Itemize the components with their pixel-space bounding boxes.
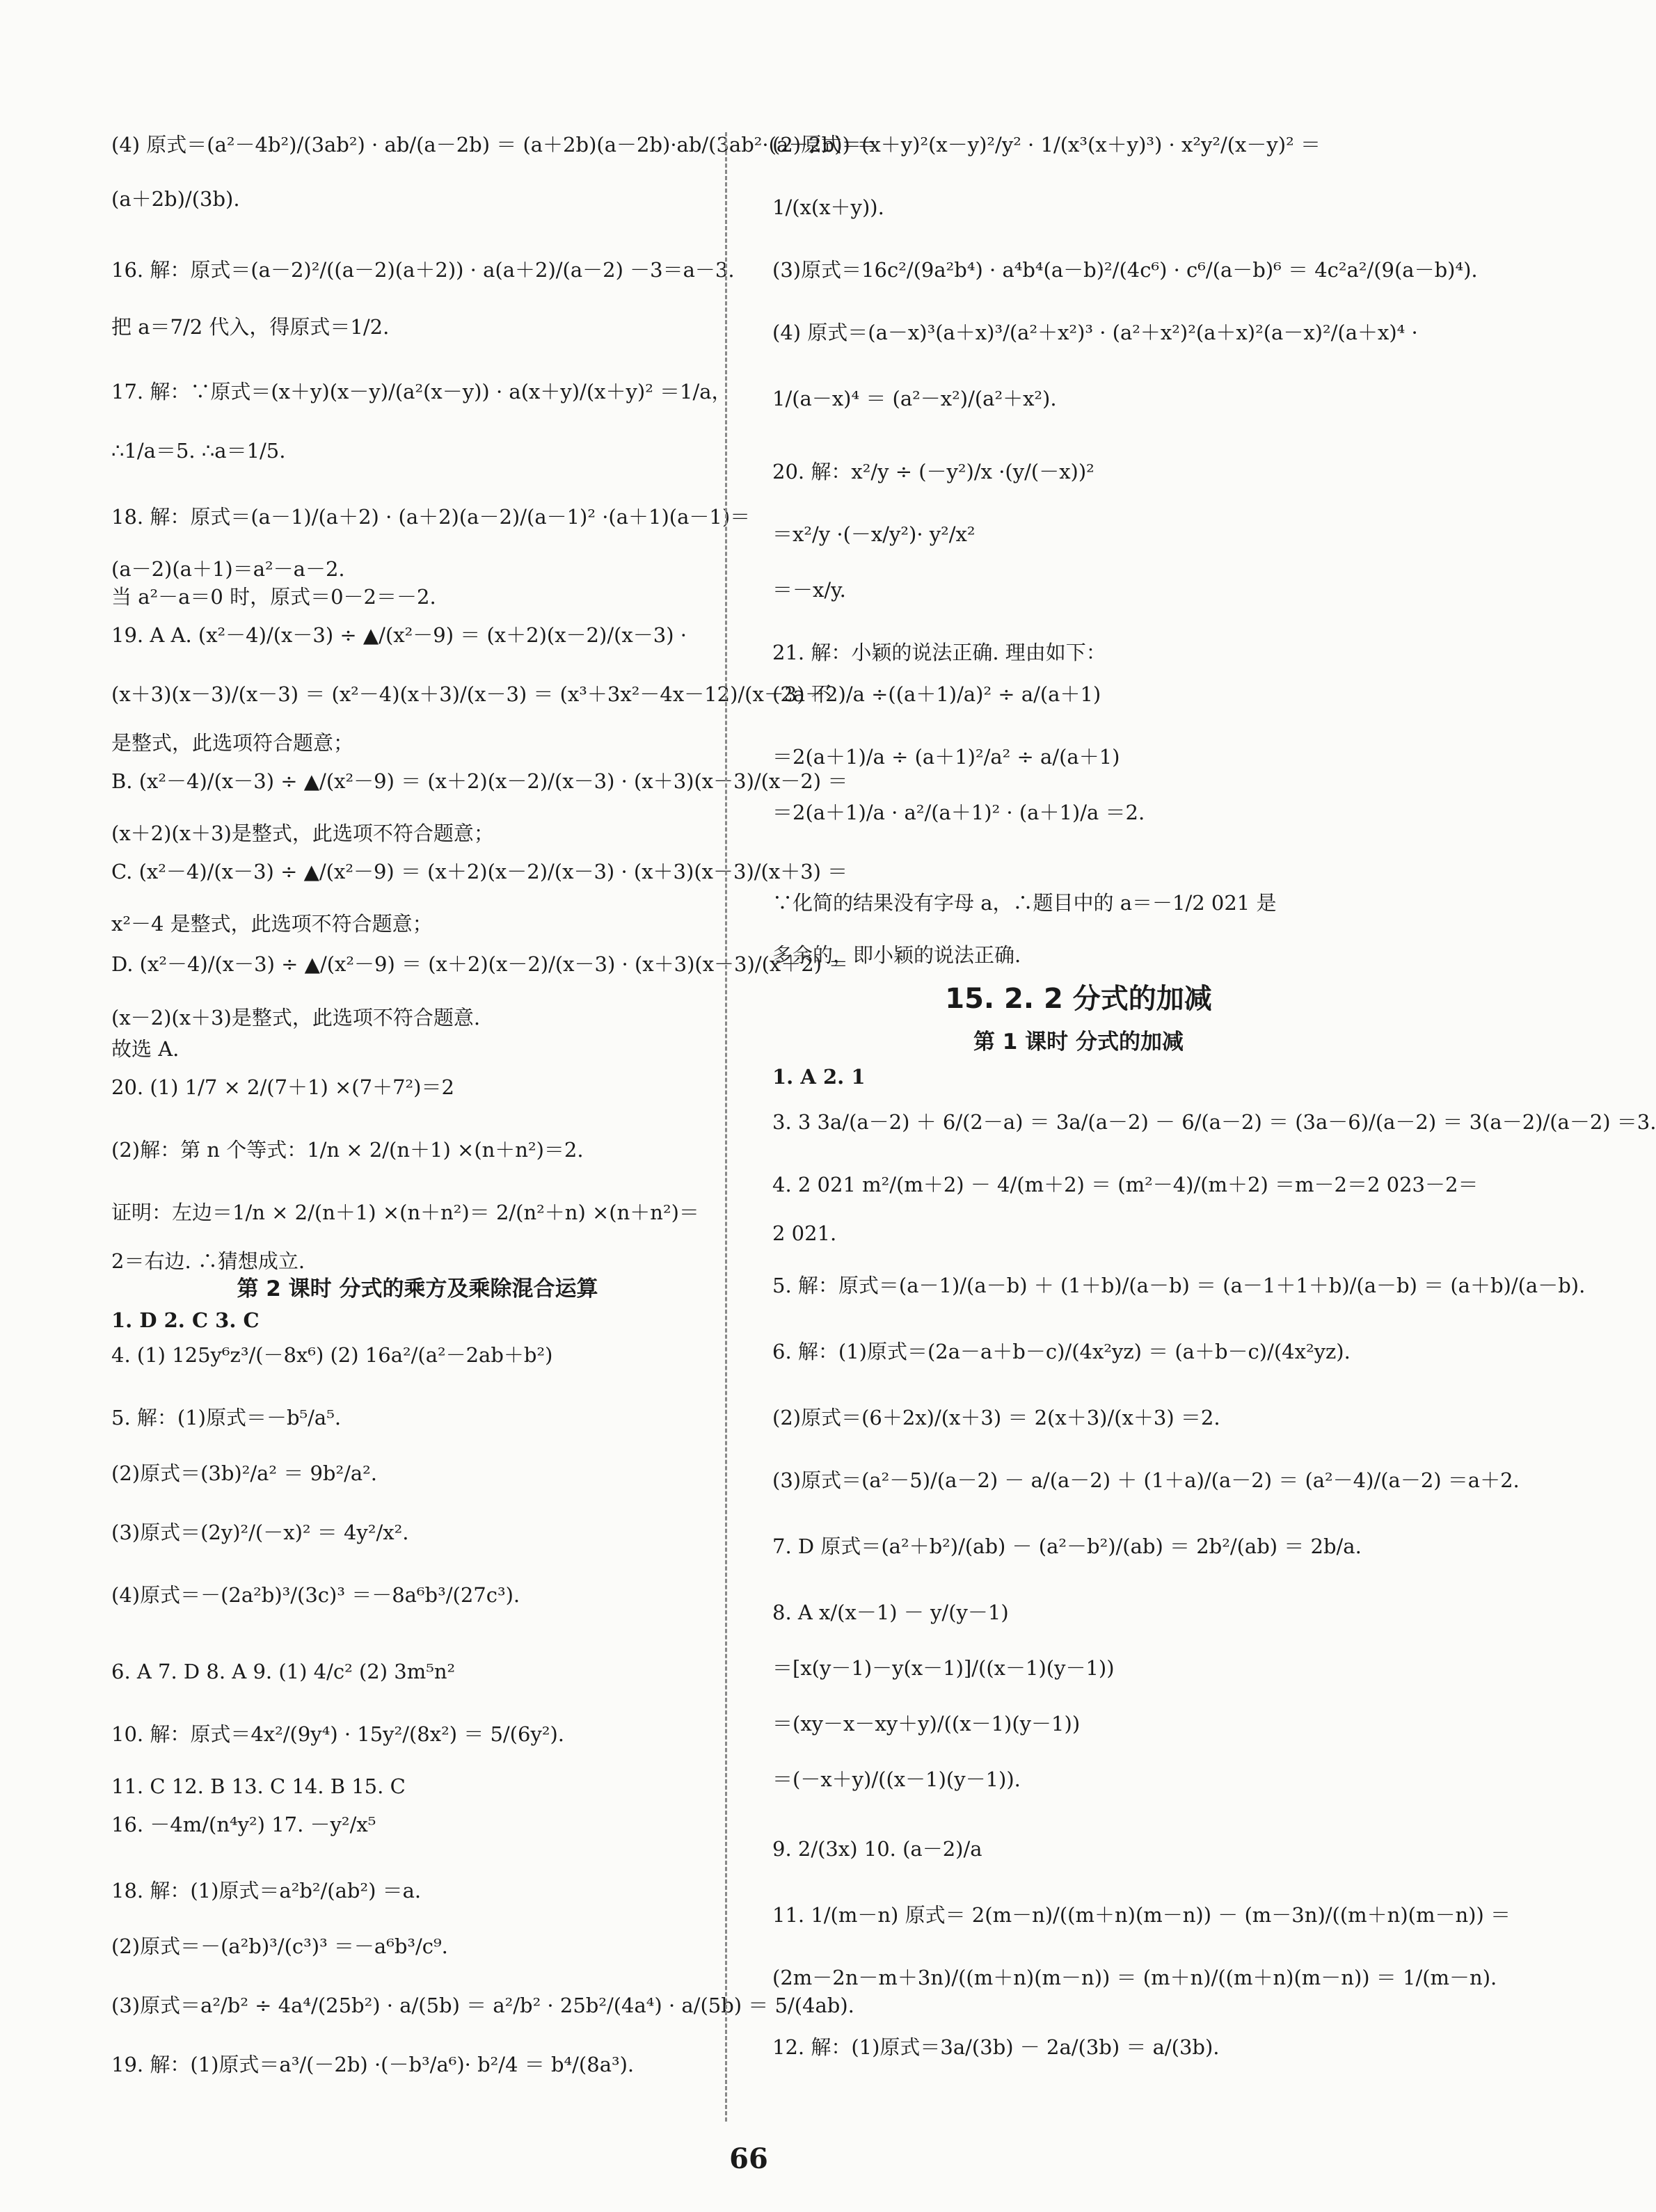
answer-line: 20. (1) 1/7 × 2/(7＋1) ×(7＋7²)＝2	[111, 1075, 454, 1099]
answer-line: 12. 解：(1)原式＝3a/(3b) － 2a/(3b) ＝ a/(3b).	[772, 2035, 1220, 2059]
answer-line: (x－2)(x＋3)是整式，此选项不符合题意.	[111, 1006, 481, 1029]
answer-line: 1/(x(x＋y)).	[772, 195, 884, 219]
answer-line: 7. D 原式＝(a²＋b²)/(ab) － (a²－b²)/(ab) ＝ 2b²/(ab) ＝ 2b/a.	[772, 1534, 1362, 1558]
answer-line: 15. 2. 2 分式的加减	[945, 983, 1212, 1015]
answer-line: 把 a＝7/2 代入，得原式＝1/2.	[111, 315, 390, 339]
answer-line: 5. 解：(1)原式＝－b⁵/a⁵.	[111, 1406, 342, 1429]
answer-line: 2＝右边. ∴猜想成立.	[111, 1249, 305, 1273]
answer-line: 第 1 课时 分式的加减	[973, 1029, 1184, 1055]
answer-line: 多余的，即小颖的说法正确.	[772, 943, 1021, 967]
answer-line: (2)解：第 n 个等式：1/n × 2/(n＋1) ×(n＋n²)＝2.	[111, 1138, 584, 1162]
answer-line: ＝(xy－x－xy＋y)/((x－1)(y－1))	[772, 1712, 1081, 1736]
answer-line: 4. (1) 125y⁶z³/(－8x⁶) (2) 16a²/(a²－2ab＋b²)	[111, 1343, 553, 1367]
answer-line: (a－2)(a＋1)＝a²－a－2.	[111, 557, 345, 581]
answer-line: (2)原式＝(3b)²/a² ＝ 9b²/a².	[111, 1461, 378, 1485]
answer-line: 第 2 课时 分式的乘方及乘除混合运算	[237, 1276, 598, 1301]
answer-line: 证明：左边＝1/n × 2/(n＋1) ×(n＋n²)＝ 2/(n²＋n) ×(n＋n²)＝	[111, 1201, 699, 1224]
answer-line: (4) 原式＝(a－x)³(a＋x)³/(a²＋x²)³ · (a²＋x²)²(a＋x)²(a－x)²/(a＋x)⁴ ·	[772, 321, 1418, 344]
answer-line: 1. D 2. C 3. C	[111, 1308, 260, 1332]
answer-line: 19. 解：(1)原式＝a³/(－2b) ·(－b³/a⁶)· b²/4 ＝ b⁴/(8a³).	[111, 2053, 635, 2076]
answer-line: 5. 解：原式＝(a－1)/(a－b) ＋ (1＋b)/(a－b) ＝ (a－1＋1＋b)/(a－b) ＝ (a＋b)/(a－b).	[772, 1274, 1586, 1297]
answer-line: 6. A 7. D 8. A 9. (1) 4/c² (2) 3m⁵n²	[111, 1660, 456, 1683]
answer-line: 20. 解：x²/y ÷ (－y²)/x ·(y/(－x))²	[772, 460, 1094, 483]
answer-line: x²－4 是整式，此选项不符合题意；	[111, 912, 433, 936]
answer-line: 3. 3 3a/(a－2) ＋ 6/(2－a) ＝ 3a/(a－2) － 6/(a－2) ＝ (3a－6)/(a－2) ＝ 3(a－2)/(a－2) ＝3.	[772, 1110, 1656, 1134]
answer-line: (3)原式＝a²/b² ÷ 4a⁴/(25b²) · a/(5b) ＝ a²/b² · 25b²/(4a⁴) · a/(5b) ＝ 5/(4ab).	[111, 1994, 854, 2017]
answer-line: (x＋3)(x－3)/(x－3) ＝ (x²－4)(x＋3)/(x－3) ＝ (x³＋3x²－4x－12)/(x－3) 不	[111, 682, 831, 706]
answer-line: (a＋2b)/(3b).	[111, 187, 240, 211]
answer-line: 2 021.	[772, 1221, 837, 1245]
answer-line: (4) 原式＝(a²－4b²)/(3ab²) · ab/(a－2b) ＝ (a＋2b)(a－2b)·ab/(3ab²·(a－2b)) ＝	[111, 133, 877, 157]
answer-line: 4. 2 021 m²/(m＋2) － 4/(m＋2) ＝ (m²－4)/(m＋2) ＝m－2＝2 023－2＝	[772, 1173, 1479, 1196]
answer-line: 故选 A.	[111, 1037, 180, 1061]
answer-line: 6. 解：(1)原式＝(2a－a＋b－c)/(4x²yz) ＝ (a＋b－c)/(4x²yz).	[772, 1340, 1351, 1363]
column-divider	[725, 132, 727, 2122]
answer-line: 9. 2/(3x) 10. (a－2)/a	[772, 1837, 982, 1861]
answer-line: C. (x²－4)/(x－3) ÷ ▲/(x²－9) ＝ (x＋2)(x－2)/(x－3) · (x＋3)(x－3)/(x＋3) ＝	[111, 860, 848, 883]
answer-line: ＝2(a＋1)/a · a²/(a＋1)² · (a＋1)/a ＝2.	[772, 801, 1145, 824]
answer-line: 10. 解：原式＝4x²/(9y⁴) · 15y²/(8x²) ＝ 5/(6y²).	[111, 1722, 564, 1746]
answer-line: (3)原式＝(a²－5)/(a－2) － a/(a－2) ＋ (1＋a)/(a－2) ＝ (a²－4)/(a－2) ＝a＋2.	[772, 1468, 1520, 1492]
answer-line: 16. 解：原式＝(a－2)²/((a－2)(a＋2)) · a(a＋2)/(a－2) －3＝a－3.	[111, 258, 735, 282]
answer-line: 8. A x/(x－1) － y/(y－1)	[772, 1601, 1009, 1624]
answer-line: 11. C 12. B 13. C 14. B 15. C	[111, 1774, 406, 1798]
answer-line: (2)原式＝(x＋y)²(x－y)²/y² · 1/(x³(x＋y)³) · x²y²/(x－y)² ＝	[772, 133, 1321, 157]
answer-line: 当 a²－a＝0 时，原式＝0－2＝－2.	[111, 585, 436, 609]
answer-line: ∴1/a＝5. ∴a＝1/5.	[111, 439, 286, 463]
page-number: 66	[729, 2142, 768, 2175]
answer-line: 17. 解：∵原式＝(x＋y)(x－y)/(a²(x－y)) · a(x＋y)/(x＋y)² ＝1/a，	[111, 380, 732, 403]
answer-line: (2a＋2)/a ÷((a＋1)/a)² ÷ a/(a＋1)	[772, 682, 1101, 706]
answer-line: B. (x²－4)/(x－3) ÷ ▲/(x²－9) ＝ (x＋2)(x－2)/(x－3) · (x＋3)(x－3)/(x－2) ＝	[111, 769, 848, 793]
answer-line: 1. A 2. 1	[772, 1065, 866, 1089]
answer-line: ＝－x/y.	[772, 578, 846, 602]
answer-line: ＝2(a＋1)/a ÷ (a＋1)²/a² ÷ a/(a＋1)	[772, 745, 1120, 769]
answer-line: 19. A A. (x²－4)/(x－3) ÷ ▲/(x²－9) ＝ (x＋2)(x－2)/(x－3) ·	[111, 623, 687, 647]
answer-line: 是整式，此选项符合题意；	[111, 731, 354, 755]
answer-line: 11. 1/(m－n) 原式＝ 2(m－n)/((m＋n)(m－n)) － (m－3n)/((m＋n)(m－n)) ＝	[772, 1903, 1511, 1927]
answer-line: 18. 解：(1)原式＝a²b²/(ab²) ＝a.	[111, 1879, 422, 1902]
answer-line: 21. 解：小颖的说法正确. 理由如下：	[772, 641, 1106, 664]
answer-line: 1/(a－x)⁴ ＝ (a²－x²)/(a²＋x²).	[772, 387, 1057, 410]
answer-line: ＝x²/y ·(－x/y²)· y²/x²	[772, 522, 976, 546]
answer-line: (x＋2)(x＋3)是整式，此选项不符合题意；	[111, 822, 494, 845]
answer-line: (3)原式＝16c²/(9a²b⁴) · a⁴b⁴(a－b)²/(4c⁶) · c⁶/(a－b)⁶ ＝ 4c²a²/(9(a－b)⁴).	[772, 258, 1478, 282]
answer-line: D. (x²－4)/(x－3) ÷ ▲/(x²－9) ＝ (x＋2)(x－2)/(x－3) · (x＋3)(x－3)/(x＋2) ＝	[111, 952, 849, 976]
answer-line: (2)原式＝－(a²b)³/(c³)³ ＝－a⁶b³/c⁹.	[111, 1934, 448, 1958]
answer-line: 18. 解：原式＝(a－1)/(a＋2) · (a＋2)(a－2)/(a－1)² ·(a＋1)(a－1)＝	[111, 505, 751, 529]
answer-line: ＝(－x＋y)/((x－1)(y－1)).	[772, 1768, 1021, 1791]
answer-line: ∵化简的结果没有字母 a，∴题目中的 a＝－1/2 021 是	[772, 891, 1277, 915]
answer-line: (2)原式＝(6＋2x)/(x＋3) ＝ 2(x＋3)/(x＋3) ＝2.	[772, 1406, 1220, 1429]
answer-line: 16. －4m/(n⁴y²) 17. －y²/x⁵	[111, 1813, 376, 1836]
answer-line: ＝[x(y－1)－y(x－1)]/((x－1)(y－1))	[772, 1656, 1115, 1680]
answer-line: (3)原式＝(2y)²/(－x)² ＝ 4y²/x².	[111, 1521, 409, 1544]
answer-line: (2m－2n－m＋3n)/((m＋n)(m－n)) ＝ (m＋n)/((m＋n)(m－n)) ＝ 1/(m－n).	[772, 1966, 1497, 1989]
answer-line: (4)原式＝－(2a²b)³/(3c)³ ＝－8a⁶b³/(27c³).	[111, 1583, 520, 1607]
